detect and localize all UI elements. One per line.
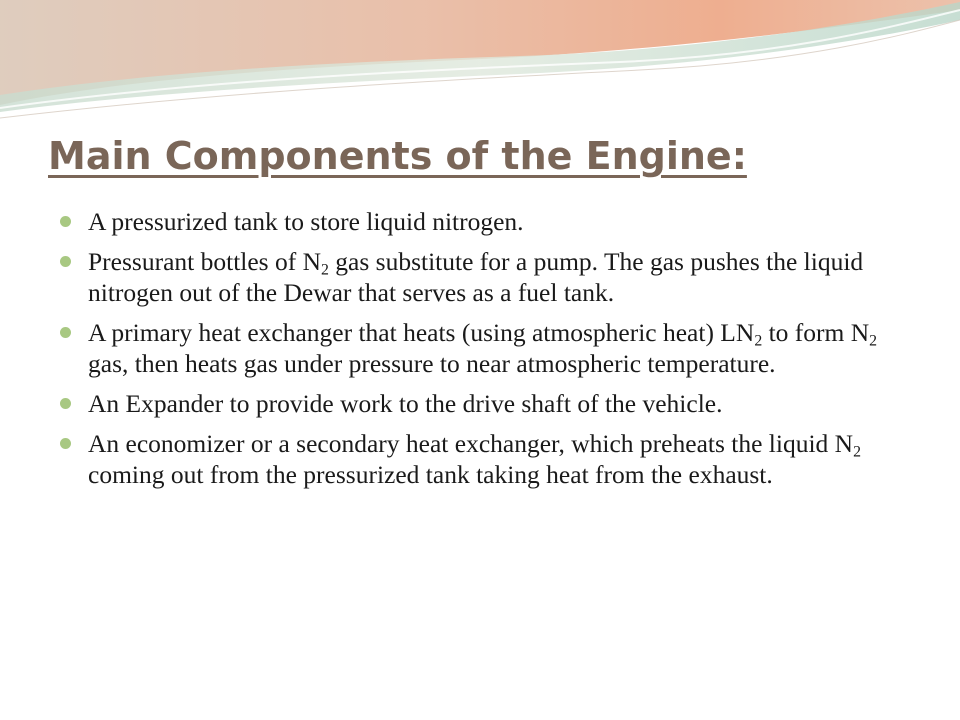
bullet-list xyxy=(60,206,900,499)
bullet-item xyxy=(60,388,900,419)
decorative-wave-banner xyxy=(0,0,960,130)
bullet-text: coming out from the pressurized tank taking heat from the exhaust. xyxy=(88,460,773,489)
bullet-text: A primary heat exchanger that heats (using atmospheric heat) LN xyxy=(88,318,755,347)
bullet-dot-icon xyxy=(60,327,71,338)
bullet-item xyxy=(60,246,900,308)
bullet-text: An economizer or a secondary heat exchanger, which preheats the liquid N xyxy=(88,429,854,458)
bullet-item xyxy=(60,428,900,490)
subscript: 2 xyxy=(754,332,763,350)
bullet-dot-icon xyxy=(60,398,71,409)
bullet-text: gas, then heats gas under pressure to near atmospheric temperature. xyxy=(88,349,776,378)
bullet-text: An Expander to provide work to the drive shaft of the vehicle. xyxy=(88,389,723,418)
subscript: 2 xyxy=(321,261,329,279)
bullet-text: Pressurant bottles of N xyxy=(88,247,322,276)
subscript: 2 xyxy=(869,332,878,350)
bullet-dot-icon xyxy=(60,438,71,449)
bullet-item xyxy=(60,206,900,237)
subscript: 2 xyxy=(853,443,861,461)
bullet-text: A pressurized tank to store liquid nitrogen. xyxy=(88,207,524,236)
bullet-dot-icon xyxy=(60,256,71,267)
slide-title: Main Components of the Engine: xyxy=(48,134,747,178)
bullet-text: gas substitute for a pump. The gas pushes the liquid nitrogen out of the Dewar that serves as a fuel tank. xyxy=(88,247,864,307)
bullet-dot-icon xyxy=(60,216,71,227)
bullet-item xyxy=(60,317,900,379)
bullet-text: to form N xyxy=(762,318,870,347)
